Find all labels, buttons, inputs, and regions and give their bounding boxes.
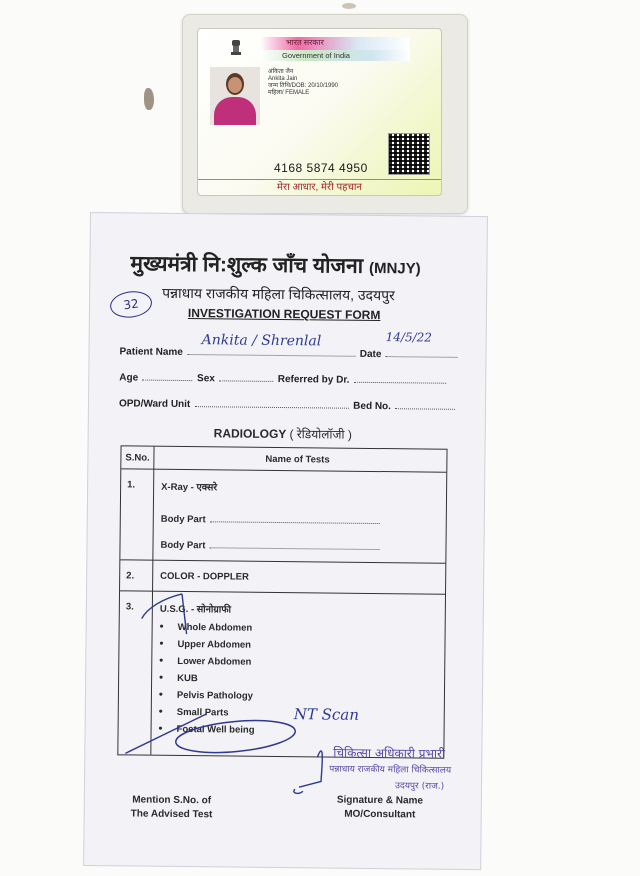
usg-item: • KUB — [159, 672, 198, 684]
gov-english-text: Government of India — [260, 50, 410, 61]
investigation-request-form — [83, 212, 488, 870]
bed-no-label: Bed No. — [353, 400, 392, 413]
card-name-hindi: अंकिता जैन — [268, 69, 294, 75]
usg-item: • Upper Abdomen — [159, 638, 251, 651]
form-heading: INVESTIGATION REQUEST FORM — [187, 306, 381, 323]
card-gender: महिला/ FEMALE — [268, 90, 310, 96]
aadhaar-card — [197, 28, 442, 196]
date-label: Date — [359, 348, 382, 361]
handwritten-patient-name: Ankita / Shrenlal — [201, 332, 322, 350]
row-sno: 2. — [126, 570, 135, 582]
col-name-header: Name of Tests — [265, 453, 330, 466]
sex-label: Sex — [197, 373, 215, 385]
body-part-label: Body Part — [160, 513, 206, 526]
row-test-usg: U.S.G. - सोनोग्राफी — [159, 603, 232, 616]
card-tagline: मेरा आधार, मेरी पहचान — [198, 179, 441, 195]
handwritten-note: NT Scan — [293, 705, 360, 724]
body-part-label: Body Part — [160, 539, 206, 552]
footer-left-line: Mention S.No. of — [132, 794, 212, 807]
card-dob: जन्म तिथि/DOB: 20/10/1990 — [268, 83, 339, 89]
col-sno-header: S.No. — [125, 452, 150, 464]
section-title-en: RADIOLOGY — [213, 426, 287, 442]
stain-mark — [144, 88, 154, 110]
scheme-abbrev: (MNJY) — [368, 259, 421, 278]
opd-ward-label: OPD/Ward Unit — [118, 398, 191, 411]
stain-mark — [342, 3, 356, 9]
row-test-xray: X-Ray - एक्सरे — [161, 481, 218, 494]
footer-right-line: MO/Consultant — [344, 808, 416, 821]
age-label: Age — [119, 372, 139, 384]
row-test-doppler: COLOR - DOPPLER — [160, 570, 249, 583]
row-sno: 1. — [127, 479, 136, 491]
footer-left — [131, 793, 213, 822]
stamp-line: उदयपुर (राज.) — [394, 781, 445, 792]
usg-item-foetal-well-being: • Foetal Well being — [159, 723, 255, 736]
section-title-hindi: ( रेडियोलॉजी ) — [289, 427, 352, 442]
scheme-title-hindi: मुख्यमंत्री नि:शुल्क जाँच योजना — [130, 252, 364, 278]
aadhaar-number: 4168 5874 4950 — [274, 161, 368, 175]
national-emblem-icon — [229, 39, 243, 57]
hospital-name: पन्नाधाय राजकीय महिला चिकित्सालय, उदयपुर — [162, 284, 395, 304]
stamp-line: पन्नाधाय राजकीय महिला चिकित्सालय — [329, 764, 452, 776]
stamp-line: चिकित्सा अधिकारी प्रभारी — [333, 745, 446, 761]
footer-left-line: The Advised Test — [130, 808, 213, 821]
usg-item: • Lower Abdomen — [159, 655, 251, 668]
card-name: Ankita Jain — [268, 76, 298, 82]
gov-band — [260, 37, 410, 50]
footer-right — [337, 794, 423, 823]
qr-code-icon — [388, 133, 430, 175]
usg-item: • Pelvis Pathology — [159, 689, 253, 702]
usg-item: • Small Parts — [159, 706, 229, 719]
row-sno: 3. — [125, 601, 134, 613]
usg-item: • Whole Abdomen — [160, 621, 253, 634]
patient-name-label: Patient Name — [119, 346, 183, 358]
footer-right-line: Signature & Name — [336, 794, 424, 807]
handwritten-date: 14/5/22 — [385, 330, 433, 345]
card-photo — [210, 67, 260, 125]
referred-by-label: Referred by Dr. — [277, 373, 350, 386]
handwritten-serial: 32 — [109, 289, 154, 320]
gov-hindi-text: भारत सरकार — [286, 38, 324, 47]
